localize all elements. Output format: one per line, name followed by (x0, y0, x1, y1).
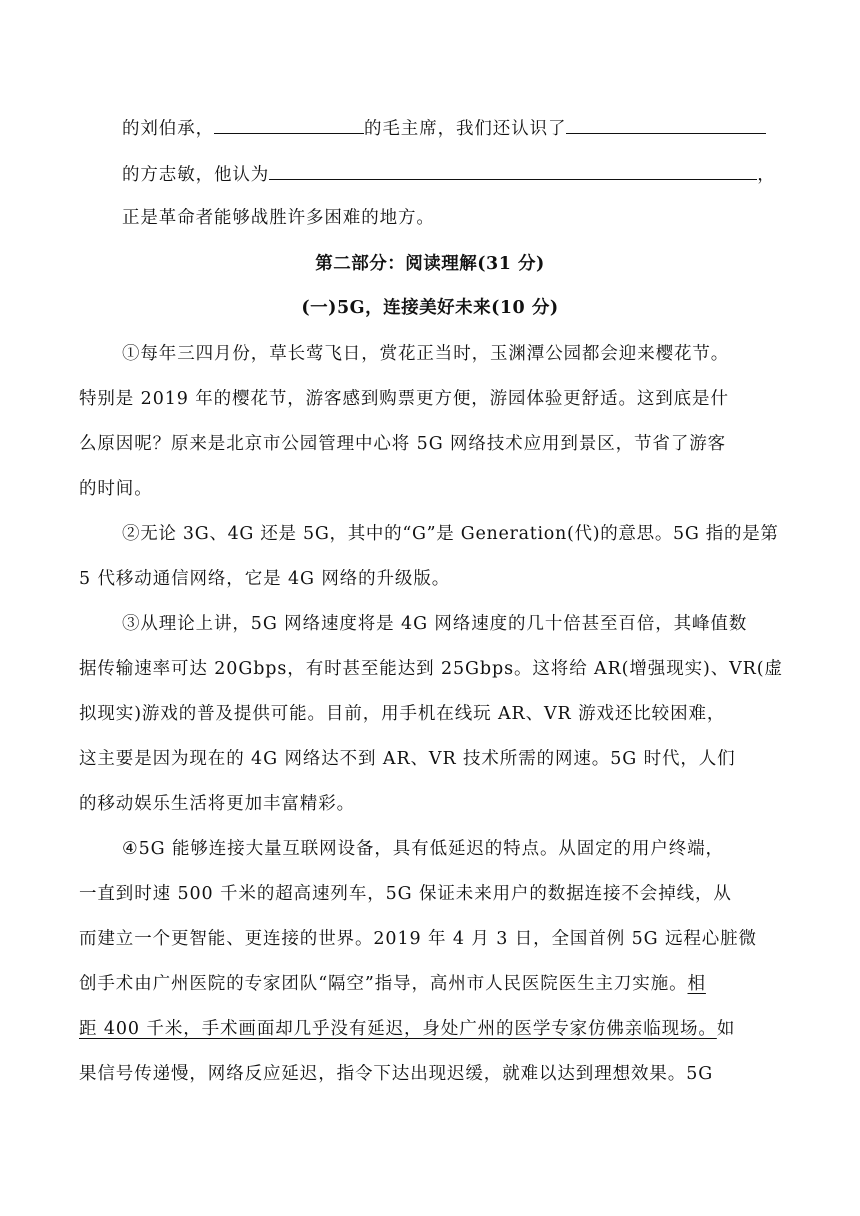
paragraph-line: ③从理论上讲，5G 网络速度将是 4G 网络速度的几十倍甚至百倍，其峰值数 (122, 614, 748, 634)
fill-text: 的刘伯承， (122, 119, 214, 139)
fill-text: ， (757, 165, 776, 185)
paragraph-line: 拟现实)游戏的普及提供可能。目前，用手机在线玩 AR、VR 游戏还比较困难， (79, 704, 726, 724)
article-title: (一)5G，连接美好未来(10 分) (301, 298, 559, 318)
paragraph-line: 据传输速率可达 20Gbps，有时甚至能达到 25Gbps。这将给 AR(增强现实)、VR(虚 (79, 659, 783, 679)
paragraph-line: 的移动娱乐生活将更加丰富精彩。 (79, 794, 355, 814)
fill-text: 的毛主席，我们还认识了 (364, 119, 567, 139)
paragraph-line: 果信号传递慢，网络反应延迟，指令下达出现迟缓，就难以达到理想效果。5G (79, 1064, 714, 1084)
paragraph-line: 么原因呢？原来是北京市公园管理中心将 5G 网络技术应用到景区，节省了游客 (79, 434, 727, 454)
paragraph-line (79, 1017, 783, 1041)
paragraph-line: 5 代移动通信网络，它是 4G 网络的升级版。 (79, 569, 451, 589)
section-title: 第二部分：阅读理解(31 分) (315, 254, 545, 274)
paragraph-line: 的时间。 (79, 479, 153, 499)
paragraph-line: 而建立一个更智能、更连接的世界。2019 年 4 月 3 日，全国首例 5G 远程心脏微 (79, 929, 757, 949)
fill-text: 的方志敏，他认为 (122, 165, 270, 185)
fill-line-3: 正是革命者能够战胜许多困难的地方。 (122, 208, 435, 228)
paragraph-text: 创手术由广州医院的专家团队“隔空”指导，高州市人民医院医生主刀实施。 (79, 974, 688, 994)
paragraph-line: 特别是 2019 年的樱花节，游客感到购票更方便，游园体验更舒适。这到底是什 (79, 389, 729, 409)
answer-blank[interactable] (566, 115, 766, 134)
paragraph-text: 如 (716, 1019, 736, 1039)
fill-line-2 (122, 161, 783, 187)
paragraph-line: ②无论 3G、4G 还是 5G，其中的“G”是 Generation(代)的意思。5G 指的是第 (122, 524, 779, 544)
paragraph-line (79, 972, 783, 996)
answer-blank[interactable] (269, 161, 757, 180)
paragraph-line: 一直到时速 500 千米的超高速列车，5G 保证未来用户的数据连接不会掉线，从 (79, 884, 732, 904)
fill-line-1 (122, 115, 783, 141)
answer-blank[interactable] (214, 115, 364, 134)
paragraph-line: ④5G 能够连接大量互联网设备，具有低延迟的特点。从固定的用户终端， (122, 839, 724, 859)
paragraph-line: 这主要是因为现在的 4G 网络达不到 AR、VR 技术所需的网速。5G 时代，人们 (79, 749, 736, 769)
underlined-sentence: 相 (687, 974, 706, 994)
underlined-sentence: 距 400 千米，手术画面却几乎没有延迟，身处广州的医学专家仿佛亲临现场。 (79, 1019, 717, 1039)
paragraph-line: ①每年三四月份，草长莺飞日，赏花正当时，玉渊潭公园都会迎来樱花节。 (122, 344, 730, 364)
